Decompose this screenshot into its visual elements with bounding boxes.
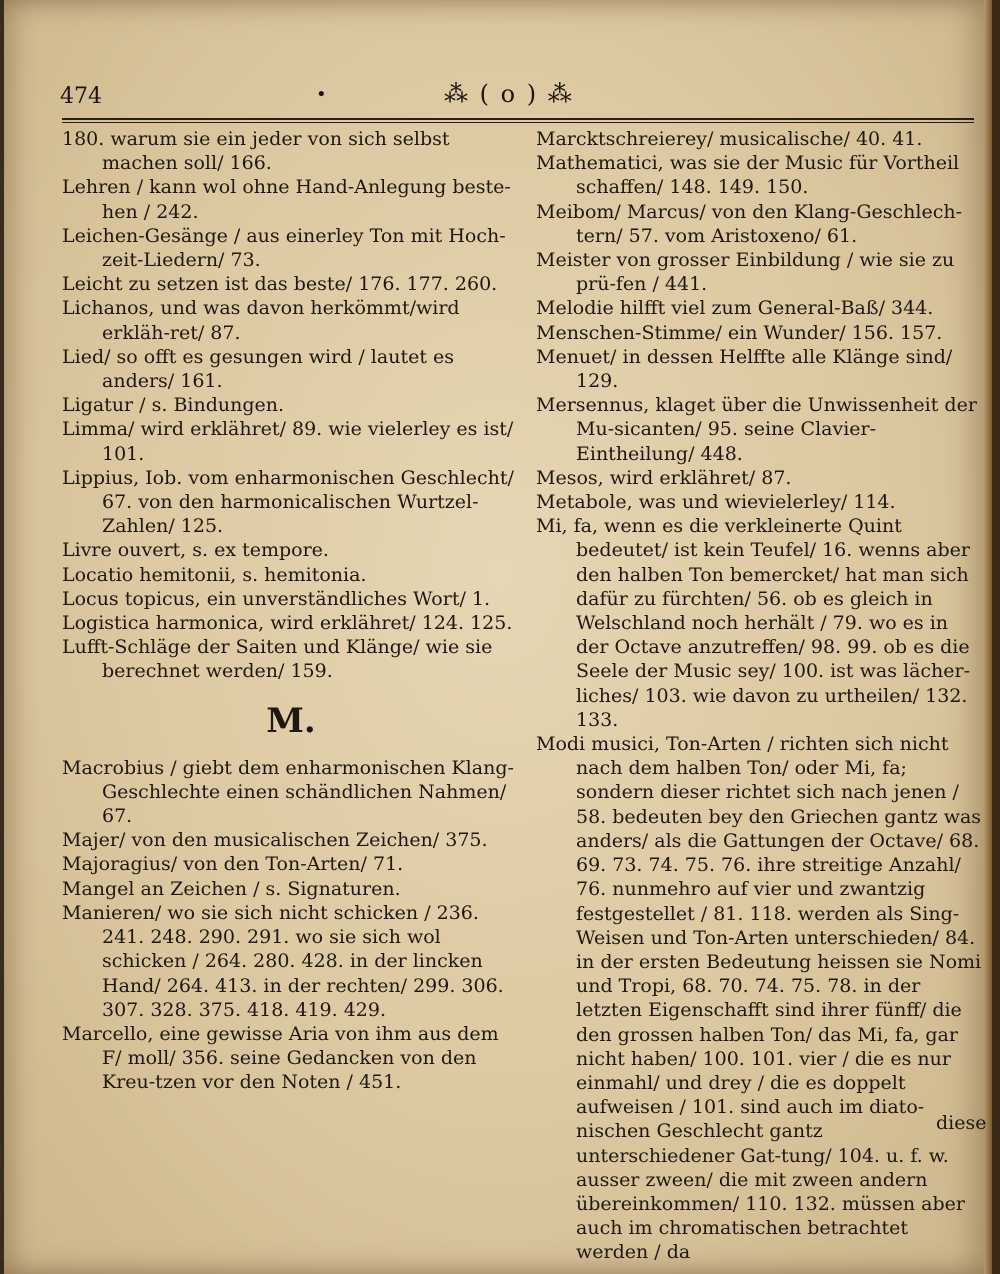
index-entry: Ligatur / s. Bindungen. <box>62 394 285 417</box>
index-entry: Mi, fa, wenn es die verkleinerte Quint bedeutet/ ist kein Teufel/ 16. wenns aber den halben Ton bemercket/ hat man sich dafür zu fürchten/ 56. ob es gleich in Welschland noch herhält / 79. wo es in der Octave anzutreffen/ 98. 99. ob es die Seele der Music sey/ 100. ist was lächer-liches/ 103. wie davon zu urtheilen/ 132. 133. <box>536 515 971 731</box>
index-entry: Locus topicus, ein unverständliches Wort/ 1. <box>62 587 491 610</box>
page-edge <box>984 0 992 1274</box>
index-entry: Leicht zu setzen ist das beste/ 176. 177. 260. <box>62 273 498 296</box>
header-ornament-dot: • <box>316 84 327 105</box>
index-entry: 180. warum sie ein jeder von sich selbst machen soll/ 166. <box>62 128 450 175</box>
index-entry: Modi musici, Ton-Arten / richten sich nicht nach dem halben Ton/ oder Mi, fa; sondern dieser richtet sich nach jenen / 58. bedeuten bey den Griechen gantz was anders/ als die Gattungen der Octave/ 68. 69. 73. 74. 75. 76. ihre streitige Anzahl/ 76. nunmehro auf vier und zwantzig festgestellet / 81. 118. werden als Sing-Weisen und Ton-Arten unterschieden/ 84. in der ersten Bedeutung heissen sie Nomi und Tropi, 68. 70. 74. 75. 78. in der letzten Eigenschafft sind ihrer fünff/ die den grossen halben Ton/ das Mi, fa, gar nicht haben/ 100. 101. vier / die es nur einmahl/ und drey / die es doppelt aufweisen / 101. sind auch im diato-nischen Geschlecht gantz unterschiedener Gat-tung/ 104. u. f. w. ausser zween/ die mit zween andern übereinkommen/ 110. 132. müssen aber auch im chromatischen betrachtet werden / da <box>536 733 982 1264</box>
header-rule-thin <box>62 122 974 123</box>
index-entry: Logistica harmonica, wird erklähret/ 124. 125. <box>62 612 513 635</box>
left-entries-l <box>62 127 520 684</box>
index-entry: Livre ouvert, s. ex tempore. <box>62 539 329 562</box>
index-entry: Menuet/ in dessen Helffte alle Klänge sind/ 129. <box>536 345 953 393</box>
index-entry: Meibom/ Marcus/ von den Klang-Geschlech-tern/ 57. vom Aristoxeno/ 61. <box>536 200 962 247</box>
running-header <box>4 78 992 118</box>
index-entry: Mathematici, was sie der Music für Vortheil schaffen/ 148. 149. 150. <box>536 152 960 199</box>
index-entry: Majer/ von den musicalischen Zeichen/ 375. <box>62 829 488 852</box>
index-entry: Limma/ wird erklähret/ 89. wie vielerley es ist/ 101. <box>62 418 514 465</box>
index-entry: Marcello, eine gewisse Aria von ihm aus dem F/ moll/ 356. seine Gedancken von den Kreu-tzen vor den Noten / 451. <box>62 1022 499 1094</box>
index-entry: Melodie hilfft viel zum General-Baß/ 344. <box>536 297 934 320</box>
index-entry: Marcktschreierey/ musicalische/ 40. 41. <box>536 128 923 150</box>
index-entry: Locatio hemitonii, s. hemitonia. <box>62 563 367 586</box>
index-entry: Lehren / kann wol ohne Hand-Anlegung beste-hen / 242. <box>62 176 511 223</box>
index-entry: Meister von grosser Einbildung / wie sie zu prü-fen / 441. <box>536 249 955 296</box>
page-number: 474 <box>60 84 102 109</box>
header-rule <box>62 118 974 120</box>
index-entry: Manieren/ wo sie sich nicht schicken / 236. 241. 248. 290. 291. wo sie sich wol schicken / 264. 280. 428. in der lincken Hand/ 264. 413. in der rechten/ 299. 306. 307. 328. 375. 418. 419. 429. <box>62 901 504 1021</box>
index-entry: Mesos, wird erklähret/ 87. <box>536 466 792 489</box>
index-entry: Menschen-Stimme/ ein Wunder/ 156. 157. <box>536 321 943 344</box>
catchword: diese <box>936 1112 987 1134</box>
index-entry: Lichanos, und was davon herkömmt/wird erkläh-ret/ 87. <box>62 297 460 344</box>
right-column <box>536 127 982 1265</box>
index-entry: Mersennus, klaget über die Unwissenheit der Mu-sicanten/ 95. seine Clavier-Eintheilung/ 448. <box>536 394 977 465</box>
index-entry: Mangel an Zeichen / s. Signaturen. <box>62 877 401 900</box>
index-entry: Lufft-Schläge der Saiten und Klänge/ wie sie berechnet werden/ 159. <box>62 636 493 683</box>
right-entries <box>536 127 982 1265</box>
index-entry: Macrobius / giebt dem enharmonischen Klang-Geschlechte einen schändlichen Nahmen/ 67. <box>62 756 514 828</box>
index-entry: Leichen-Gesänge / aus einerley Ton mit Hoch-zeit-Liedern/ 73. <box>62 224 506 272</box>
index-entry: Lippius, Iob. vom enharmonischen Geschlecht/ 67. von den harmonicalischen Wurtzel-Zahlen/ 125. <box>62 466 514 538</box>
left-column <box>62 127 520 1095</box>
index-entry: Metabole, was und wievielerley/ 114. <box>536 491 896 514</box>
index-entry: Lied/ so offt es gesungen wird / lautet es anders/ 161. <box>62 345 454 393</box>
index-entry: Majoragius/ von den Ton-Arten/ 71. <box>62 853 404 876</box>
section-letter-m: M. <box>266 700 316 741</box>
header-ornament: ⁂ ( o ) ⁂ <box>444 80 574 108</box>
left-entries-m <box>62 756 520 1095</box>
book-page <box>4 0 992 1274</box>
